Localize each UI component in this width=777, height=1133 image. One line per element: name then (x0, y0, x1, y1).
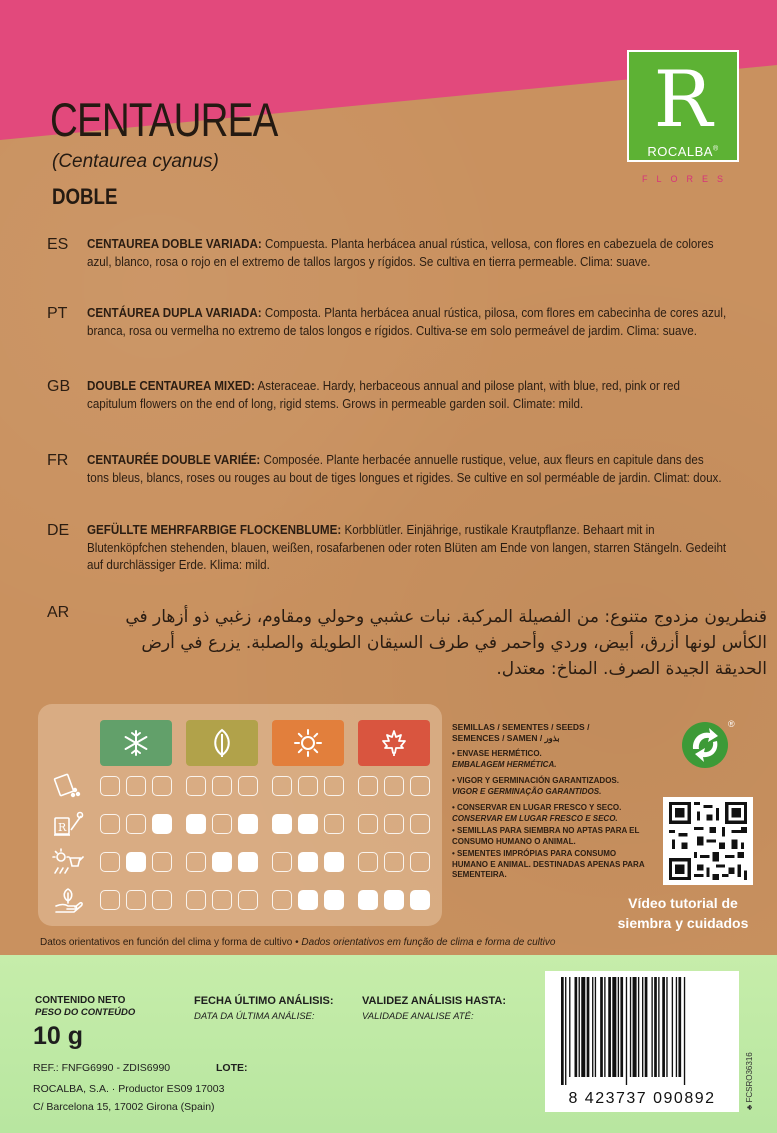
barcode-bar (575, 977, 578, 1077)
calendar-cell (384, 852, 404, 872)
calendar-cell (186, 814, 206, 834)
calendar-cell (272, 890, 292, 910)
maple-leaf-icon (380, 729, 408, 757)
calendar-cell (212, 776, 232, 796)
lang-code: AR (47, 604, 70, 621)
barcode-bar (672, 977, 673, 1077)
calendar-cell (358, 776, 378, 796)
barcode-bar (678, 977, 681, 1077)
item-es: CONSERVAR EN LUGAR FRESCO Y SECO. (457, 803, 622, 812)
calendar-cell (212, 890, 232, 910)
fsc-code (745, 1010, 754, 1110)
pot-sowing-icon (52, 810, 84, 838)
calendar-cell (358, 890, 378, 910)
product-variety: DOBLE (52, 184, 118, 209)
video-tutorial-caption[interactable] (598, 893, 768, 933)
barcode-bar (608, 977, 611, 1077)
barcode-bar (642, 977, 643, 1077)
guide-pt: Dados orientativos em função de clima e forma de cultivo (301, 937, 556, 948)
calendar-cell (100, 890, 120, 910)
barcode-bar (565, 977, 566, 1085)
item-pt: VIGOR E GERMINAÇÃO GARANTIDOS. (452, 786, 602, 796)
lang-text (87, 452, 729, 487)
analysis-date-label: FECHA ÚLTIMO ANÁLISIS: (194, 995, 334, 1007)
calendar-cell (410, 852, 430, 872)
calendar-cell (238, 890, 258, 910)
barcode-bar (579, 977, 580, 1077)
lang-text (87, 236, 729, 271)
item-es: VIGOR Y GERMINACIÓN GARANTIZADOS. (457, 776, 619, 785)
fsc-code-text: FCSRO36316 (745, 1052, 754, 1103)
calendar-cell (324, 776, 344, 796)
lote-label: LOTE: (216, 1062, 248, 1074)
calendar-cell (238, 776, 258, 796)
calendar-row-1 (98, 776, 438, 800)
item-pt: EMBALAGEM HERMÉTICA. (452, 759, 557, 769)
lang-text (87, 305, 729, 340)
barcode-bar (620, 977, 623, 1077)
calendar-cell (126, 890, 146, 910)
calendar-cell (410, 814, 430, 834)
barcode-bar (587, 977, 590, 1077)
calendar-cell (186, 776, 206, 796)
green-dot-recycling-icon (680, 719, 735, 769)
video-line-1: Vídeo tutorial de (628, 895, 738, 911)
calendar-cell (126, 852, 146, 872)
barcode-bar (662, 977, 665, 1077)
calendar-cell (384, 776, 404, 796)
calendar-cell (410, 890, 430, 910)
calendar-cell (212, 814, 232, 834)
calendar-cell (384, 814, 404, 834)
registered-mark: ® (728, 719, 735, 729)
video-line-2: siembra y cuidados (617, 915, 749, 931)
barcode-bar (581, 977, 585, 1077)
net-content-label: CONTENIDO NETO (35, 995, 126, 1006)
item-es: SEMENTES IMPRÓPIAS PARA CONSUMO HUMANO E ANIMAL. DESTINADAS APENAS PARA SEMENTEIRA. (452, 849, 645, 879)
rocalba-logo (627, 50, 739, 190)
barcode-bar (651, 977, 652, 1077)
barcode-bar (612, 977, 616, 1077)
validity-label: VALIDEZ ANÁLISIS HASTA: (362, 995, 507, 1007)
net-content-label-pt: PESO DO CONTEÚDO (35, 1007, 136, 1018)
barcode-bar (645, 977, 648, 1077)
product-reference: REF.: FNFG6990 - ZDIS6990 (33, 1062, 171, 1074)
calendar-cell (126, 814, 146, 834)
validity-label-pt: VALIDADE ANALISE ATÉ: (362, 1011, 474, 1022)
calendar-cell (152, 776, 172, 796)
calendar-cell (298, 852, 318, 872)
barcode-bars (545, 971, 739, 1089)
logo-subtitle: FLORES (641, 174, 732, 184)
company-address: C/ Barcelona 15, 17002 Girona (Spain) (33, 1101, 215, 1113)
calendar-cell (186, 852, 206, 872)
calendar-cell (358, 852, 378, 872)
fsc-tree-icon: ♣ (745, 1102, 754, 1110)
calendar-cell (384, 890, 404, 910)
calendar-row-2 (98, 814, 438, 838)
calendar-cell (324, 852, 344, 872)
lang-text (87, 378, 729, 413)
registered-mark: ® (712, 145, 719, 153)
calendar-row-4 (98, 890, 438, 914)
transplant-icon (52, 848, 84, 876)
brand-name-text: ROCALBA (647, 144, 713, 159)
item-es: SEMILLAS PARA SIEMBRA NO APTAS PARA EL CONSUMO HUMANO O ANIMAL. (452, 826, 640, 846)
calendar-cell (100, 814, 120, 834)
calendar-cell (152, 852, 172, 872)
item-es: ENVASE HERMÉTICO. (457, 749, 542, 758)
barcode-bar (684, 977, 685, 1085)
calendar-cell (298, 776, 318, 796)
seed-info-heading: SEMILLAS / SEMENTES / SEEDS / (452, 722, 590, 732)
lang-body: Korbblütler. Einjährige, rustikale Krautpflanze. Behaart mit in Blutenköpfchen stehenden, blauen, weißen, rosafarbenen oder roten Blüten am Ende von langen, starren Stängeln. Gedeiht auf durchlässiger Erde. Klima: mild. (87, 523, 727, 572)
season-spring (186, 720, 258, 766)
calendar-cell (298, 814, 318, 834)
barcode-bar (658, 977, 659, 1077)
logo-letter: R (653, 55, 713, 145)
svg-text:R: R (58, 821, 67, 834)
product-latin-name: (Centaurea cyanus) (52, 151, 219, 172)
growing-calendar (38, 704, 442, 926)
calendar-cell (272, 814, 292, 834)
seed-info (452, 722, 652, 881)
lang-code: FR (47, 452, 69, 469)
lang-code: ES (47, 236, 69, 253)
calendar-cell (100, 852, 120, 872)
leaf-icon (209, 728, 235, 758)
arabic-text: قنطريون مزدوج متنوع: من الفصيلة المركبة. نبات عشبي وحولي ومقاوم، زغبي ذو أزهار في الكأس لونها أزرق، أبيض، وردي وأحمر في طرف السيقان الطويلة والصلبة. يزرع في أرض الحديقة الجيدة الصرف. المناخ: معتدل. (125, 607, 767, 679)
lang-body: Asteraceae. Hardy, herbaceous annual and pilose plant, with blue, red, pink or red capitulum flowers on the end of long, rigid stems. Grows in permeable garden soil. Climate: mild. (87, 379, 680, 411)
lang-code: GB (47, 378, 71, 395)
seed-info-item: • SEMENTES IMPRÓPIAS PARA CONSUMO HUMANO E ANIMAL. DESTINADAS APENAS PARA SEMENTEIRA. (452, 849, 645, 879)
calendar-cell (410, 776, 430, 796)
calendar-cell (272, 852, 292, 872)
seed-info-heading: SEMENCES / SAMEN / بذور (452, 732, 560, 743)
barcode-bar (638, 977, 639, 1077)
orientative-data-note (40, 937, 740, 948)
logo-brand-name (629, 144, 737, 159)
lang-body: Compuesta. Planta herbácea anual rústica, vellosa, con flores en cabezuela de colores azul, blanco, rosa o rojo en el extremo de tallos largos y rígidos. Se cultiva en tierra permeable. Clima: suave. (87, 237, 714, 269)
lang-heading: CENTAURÉE DOUBLE VARIÉE: (87, 453, 261, 467)
harvest-hand-icon (52, 886, 84, 914)
barcode-bar (626, 977, 627, 1085)
barcode (545, 971, 739, 1112)
barcode-bar (561, 977, 564, 1085)
item-pt: CONSERVAR EM LUGAR FRESCO E SECO. (452, 813, 618, 823)
net-weight: 10 g (33, 1022, 84, 1050)
calendar-row-3 (98, 852, 438, 876)
season-autumn (358, 720, 430, 766)
calendar-cell (358, 814, 378, 834)
lang-body: Composée. Plante herbacée annuelle rustique, velue, aux fleurs en capitule dans des tons bleus, blancs, roses ou rouges au bout de tiges longues et rigides. Se cultive en sol perméable de jardin. Climat: doux. (87, 453, 722, 485)
season-summer (272, 720, 344, 766)
qr-code[interactable] (663, 797, 753, 885)
barcode-bar (592, 977, 593, 1077)
lang-body: Composta. Planta herbácea anual rústica, pilosa, com flores em cabecinha de cores azul, branca, rosa ou vermelha no extremo de talos longos e rígidos. Cultiva-se em solo permeável de jardim. Clima: suave. (87, 306, 727, 338)
analysis-date-label-pt: DATA DA ÚLTIMA ANÁLISE: (194, 1011, 315, 1022)
barcode-bar (569, 977, 570, 1077)
barcode-bar (604, 977, 605, 1077)
calendar-cell (212, 852, 232, 872)
seed-info-item: • ENVASE HERMÉTICO. EMBALAGEM HERMÉTICA. (452, 749, 557, 769)
seed-info-item: • CONSERVAR EN LUGAR FRESCO Y SECO. CONSERVAR EM LUGAR FRESCO E SECO. (452, 803, 622, 823)
guide-es: Datos orientativos en función del clima y forma de cultivo • (40, 937, 299, 948)
seed-info-item: • VIGOR Y GERMINACIÓN GARANTIZADOS. VIGOR E GERMINAÇÃO GARANTIDOS. (452, 776, 619, 796)
company-info: ROCALBA, S.A. · Productor ES09 17003 (33, 1083, 225, 1095)
logo-green-box (627, 50, 739, 162)
season-winter (100, 720, 172, 766)
calendar-cell (238, 814, 258, 834)
calendar-cell (324, 890, 344, 910)
barcode-number: 8 423737 090892 (568, 1090, 716, 1107)
calendar-cell (100, 776, 120, 796)
lang-heading: GEFÜLLTE MEHRFARBIGE FLOCKENBLUME: (87, 523, 342, 537)
barcode-bar (618, 977, 619, 1077)
calendar-cell (126, 776, 146, 796)
calendar-cell (272, 776, 292, 796)
calendar-cell (186, 890, 206, 910)
calendar-cell (298, 890, 318, 910)
product-name: CENTAUREA (50, 93, 278, 146)
lang-code: PT (47, 305, 68, 322)
barcode-bar (676, 977, 677, 1077)
calendar-cell (324, 814, 344, 834)
barcode-bar (666, 977, 667, 1077)
barcode-bar (654, 977, 657, 1077)
lang-heading: CENTÁUREA DUPLA VARIADA: (87, 306, 262, 320)
calendar-cell (238, 852, 258, 872)
seed-packet-icon (52, 772, 84, 800)
lang-text (87, 522, 729, 575)
lang-heading: CENTAUREA DOBLE VARIADA: (87, 237, 262, 251)
barcode-bar (630, 977, 631, 1077)
sun-icon (293, 728, 323, 758)
calendar-cell (152, 814, 172, 834)
snowflake-icon (122, 729, 150, 757)
calendar-cell (152, 890, 172, 910)
lang-heading: DOUBLE CENTAUREA MIXED: (87, 379, 255, 393)
barcode-bar (633, 977, 637, 1077)
barcode-bar (600, 977, 603, 1077)
barcode-bar (595, 977, 596, 1077)
seed-info-item: • SEMILLAS PARA SIEMBRA NO APTAS PARA EL CONSUMO HUMANO O ANIMAL. (452, 826, 640, 846)
lang-code: DE (47, 522, 70, 539)
